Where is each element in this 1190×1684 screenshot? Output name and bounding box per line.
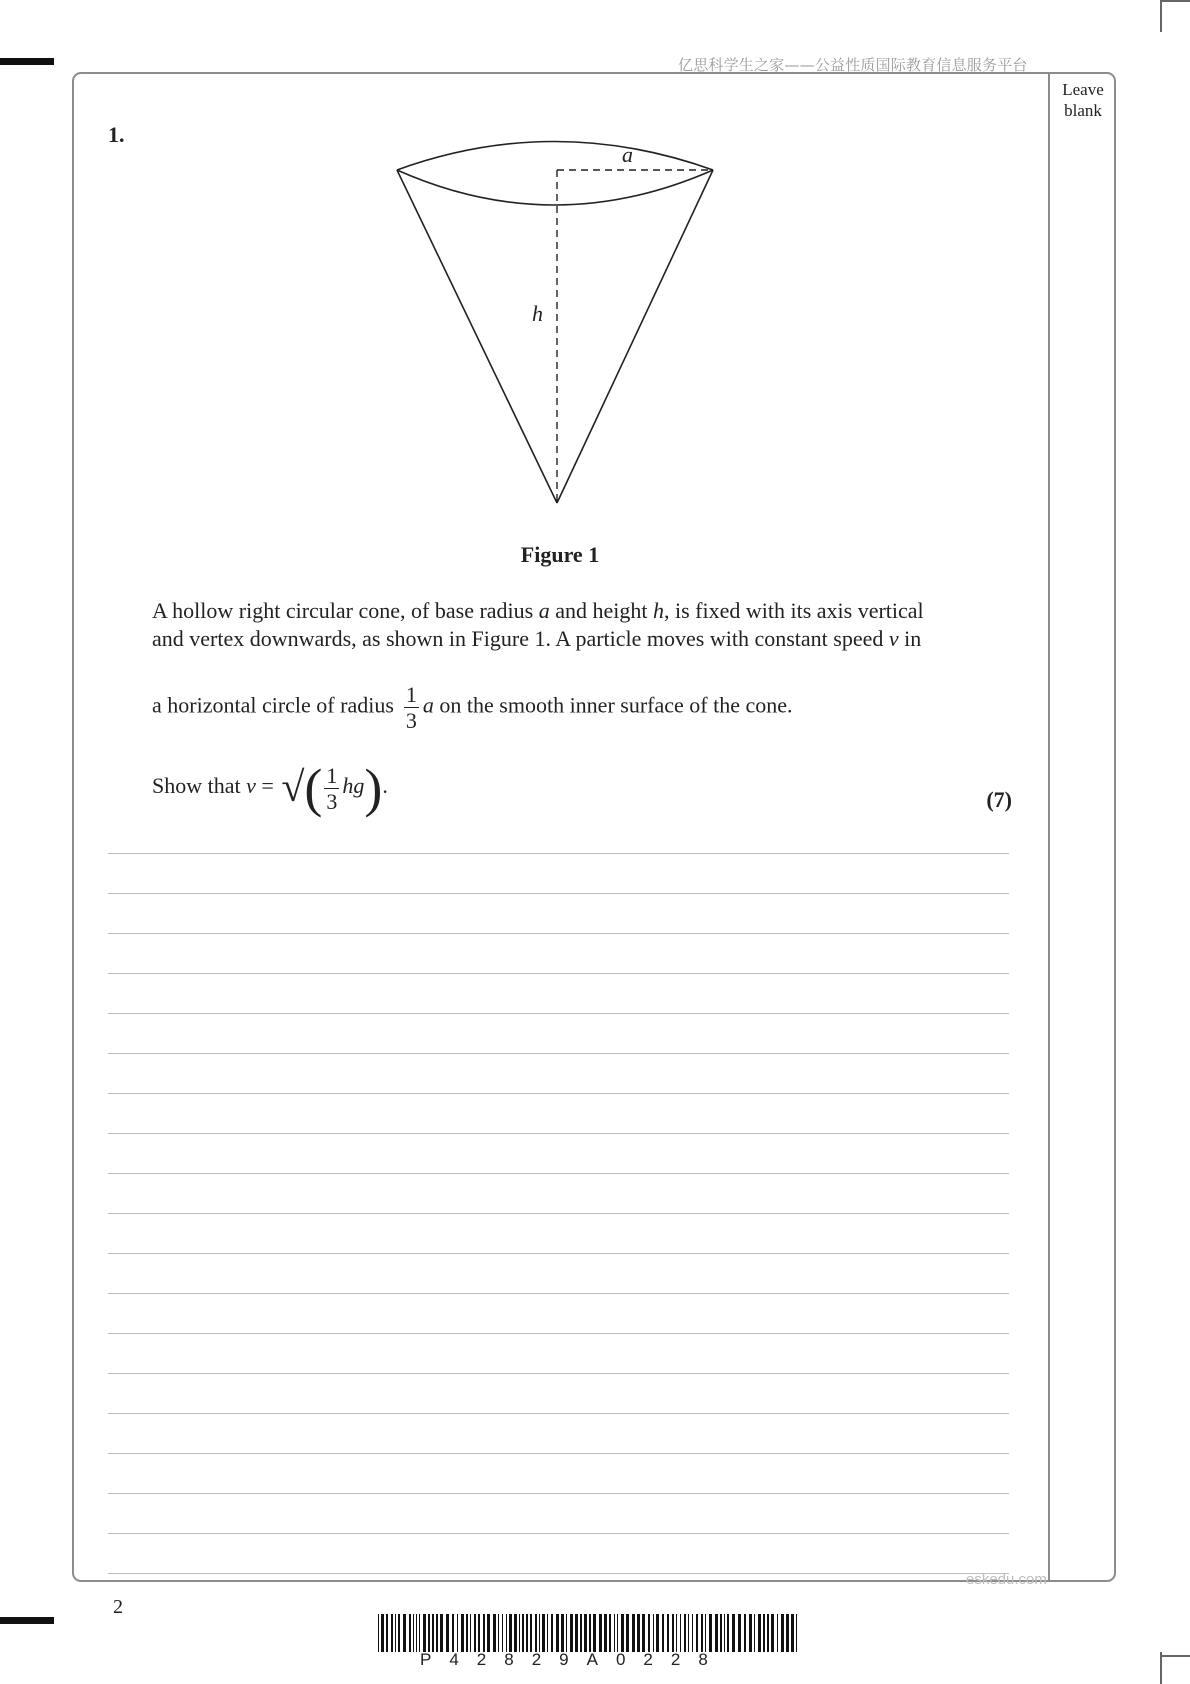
barcode-bar [621,1614,624,1652]
barcode-bar [547,1614,548,1652]
barcode-bar [781,1614,784,1652]
answer-line[interactable] [108,1413,1009,1414]
barcode-bar [672,1614,674,1652]
barcode-bar [662,1614,664,1652]
page-number: 2 [113,1596,123,1618]
fraction-denominator: 3 [405,708,417,733]
answer-line[interactable] [108,1013,1009,1014]
cone-rim-back [397,142,713,171]
barcode-bar [474,1614,476,1652]
barcode-bar [771,1614,774,1652]
barcode-bar [386,1614,388,1652]
cone-figure [380,128,720,514]
text-run: on the smooth inner surface of the cone. [433,692,793,718]
cone-left-side [397,170,557,503]
barcode-bar [452,1614,454,1652]
registration-mark-top [0,58,54,65]
barcode-bar [519,1614,520,1652]
barcode-bar [575,1614,578,1652]
barcode-bar [791,1614,794,1652]
barcode-bar [522,1614,524,1652]
leave-blank-line-1: Leave [1062,80,1104,99]
figure-label-a: a [622,142,633,167]
leave-blank-label [1052,79,1114,121]
barcode-bar [763,1614,765,1652]
figure-label-h: h [532,301,543,326]
sqrt-icon: √ [281,765,305,811]
barcode-bar [727,1614,729,1652]
barcode-bar [556,1614,559,1652]
crop-mark-bottom-horizontal [1160,1655,1190,1657]
barcode-bar [580,1614,582,1652]
barcode-bar [440,1614,443,1652]
barcode-bar [749,1614,752,1652]
barcode-bar [526,1614,528,1652]
barcode-bar [692,1614,693,1652]
barcode-bar [653,1614,654,1652]
barcode-bar [696,1614,698,1652]
right-paren-icon: ) [364,758,383,818]
barcode-bar [701,1614,703,1652]
figure-caption: Figure 1 [520,542,600,567]
barcode-bar [626,1614,629,1652]
barcode-bar [744,1614,746,1652]
crop-mark-top-vertical [1160,0,1162,32]
barcode-bar [738,1614,741,1652]
barcode-bar [416,1614,417,1652]
math-symbol-h: h [652,598,664,623]
text-run: and vertex downwards, as shown in Figure 1. A particle moves with constant speed [152,626,889,651]
question-text-line-1 [152,597,924,625]
text-run: , is fixed with its axis vertical [663,598,924,623]
sqrt-expression [279,758,383,818]
barcode-bar [584,1614,587,1652]
footer-watermark: eskedu.com [966,1571,1047,1588]
barcode-bar [487,1614,490,1652]
leave-blank-line-2: blank [1064,101,1102,120]
text-run: A hollow right circular cone, of base radius [152,598,539,623]
barcode-bar [423,1614,426,1652]
answer-line[interactable] [108,1213,1009,1214]
barcode-bar [428,1614,430,1652]
barcode-bar [684,1614,686,1652]
left-paren-icon: ( [304,758,323,818]
answer-line[interactable] [108,1173,1009,1174]
barcode [378,1614,808,1652]
barcode-bar [381,1614,384,1652]
barcode-bar [419,1614,420,1652]
barcode-bar [614,1614,615,1652]
crop-mark-bottom-vertical [1160,1652,1162,1684]
barcode-bar [398,1614,400,1652]
barcode-bar [391,1614,393,1652]
barcode-bar [604,1614,607,1652]
text-run: Show that [152,773,247,799]
barcode-bar [609,1614,611,1652]
answer-line[interactable] [108,1053,1009,1054]
answer-line[interactable] [108,1573,1009,1574]
header-watermark: 亿思科学生之家——公益性质国际教育信息服务平台 [678,56,1028,74]
question-text-line-3 [152,682,793,733]
equals-sign: = [255,773,280,799]
barcode-bar [539,1614,540,1652]
math-symbol-a: a [422,692,434,718]
barcode-bar [466,1614,468,1652]
barcode-bar [432,1614,434,1652]
barcode-bar [395,1614,396,1652]
fraction-denominator: 3 [326,788,338,814]
barcode-bar [593,1614,596,1652]
barcode-bar [551,1614,553,1652]
barcode-bar [637,1614,640,1652]
barcode-bar [542,1614,545,1652]
math-symbol-hg: hg [342,773,365,799]
answer-line[interactable] [108,1133,1009,1134]
answer-line[interactable] [108,933,1009,934]
fraction-one-third [404,682,419,733]
leave-blank-divider [1048,73,1050,1581]
fraction-one-third [324,763,339,814]
text-run: a horizontal circle of radius [152,692,394,718]
barcode-bar [724,1614,725,1652]
answer-line[interactable] [108,1253,1009,1254]
math-symbol-v: v [888,626,899,651]
barcode-bar [786,1614,789,1652]
barcode-bar [777,1614,778,1652]
barcode-bar [767,1614,769,1652]
show-that-statement [152,758,388,818]
registration-mark-bottom [0,1617,54,1624]
crop-mark-top-horizontal [1160,0,1190,2]
math-symbol-a: a [538,598,550,623]
barcode-bar [676,1614,677,1652]
barcode-bar [436,1614,438,1652]
barcode-bar [705,1614,706,1652]
barcode-bar [648,1614,650,1652]
answer-line[interactable] [108,1293,1009,1294]
answer-line[interactable] [108,1533,1009,1534]
barcode-bar [599,1614,602,1652]
full-stop: . [382,773,388,799]
barcode-bar [656,1614,659,1652]
barcode-bar [754,1614,755,1652]
barcode-bar [502,1614,503,1652]
barcode-bar [446,1614,449,1652]
barcode-bar [478,1614,480,1652]
text-run: in [898,626,922,651]
barcode-bar [642,1614,645,1652]
barcode-bar [632,1614,635,1652]
barcode-bar [535,1614,537,1652]
cone-rim-front [397,170,713,205]
barcode-bar [514,1614,517,1652]
cone-right-side [557,170,713,503]
barcode-bar [709,1614,712,1652]
text-run: and height [549,598,653,623]
marks-allocation: (7) [986,787,1012,812]
barcode-bar [720,1614,722,1652]
barcode-bar [561,1614,564,1652]
answer-line[interactable] [108,1093,1009,1094]
barcode-bar [493,1614,496,1652]
barcode-bar [457,1614,458,1652]
barcode-bar [570,1614,573,1652]
barcode-bar [378,1614,379,1652]
answer-line[interactable] [108,1453,1009,1454]
fraction-numerator: 1 [326,762,338,788]
math-symbol-v: v [246,773,256,799]
barcode-bar [409,1614,411,1652]
barcode-bar [589,1614,591,1652]
barcode-bar [498,1614,499,1652]
question-number: 1. [108,122,125,147]
answer-line[interactable] [108,1493,1009,1494]
answer-line[interactable] [108,853,1009,854]
barcode-bar [509,1614,512,1652]
answer-line[interactable] [108,973,1009,974]
barcode-bar [483,1614,485,1652]
barcode-bar [617,1614,618,1652]
barcode-bar [732,1614,735,1652]
answer-line[interactable] [108,893,1009,894]
fraction-numerator: 1 [405,682,417,707]
barcode-bar [680,1614,681,1652]
barcode-bar [470,1614,471,1652]
barcode-bar [796,1614,797,1652]
barcode-bar [758,1614,761,1652]
barcode-bar [530,1614,532,1652]
barcode-bar [506,1614,507,1652]
answer-line[interactable] [108,1373,1009,1374]
barcode-bar [667,1614,669,1652]
barcode-bar [461,1614,464,1652]
barcode-bar [715,1614,718,1652]
barcode-bar [566,1614,567,1652]
question-text-line-2 [152,625,921,653]
barcode-bar [413,1614,414,1652]
answer-line[interactable] [108,1333,1009,1334]
barcode-bar [688,1614,689,1652]
barcode-bar [403,1614,406,1652]
barcode-text: P42829A0228 [420,1650,726,1669]
